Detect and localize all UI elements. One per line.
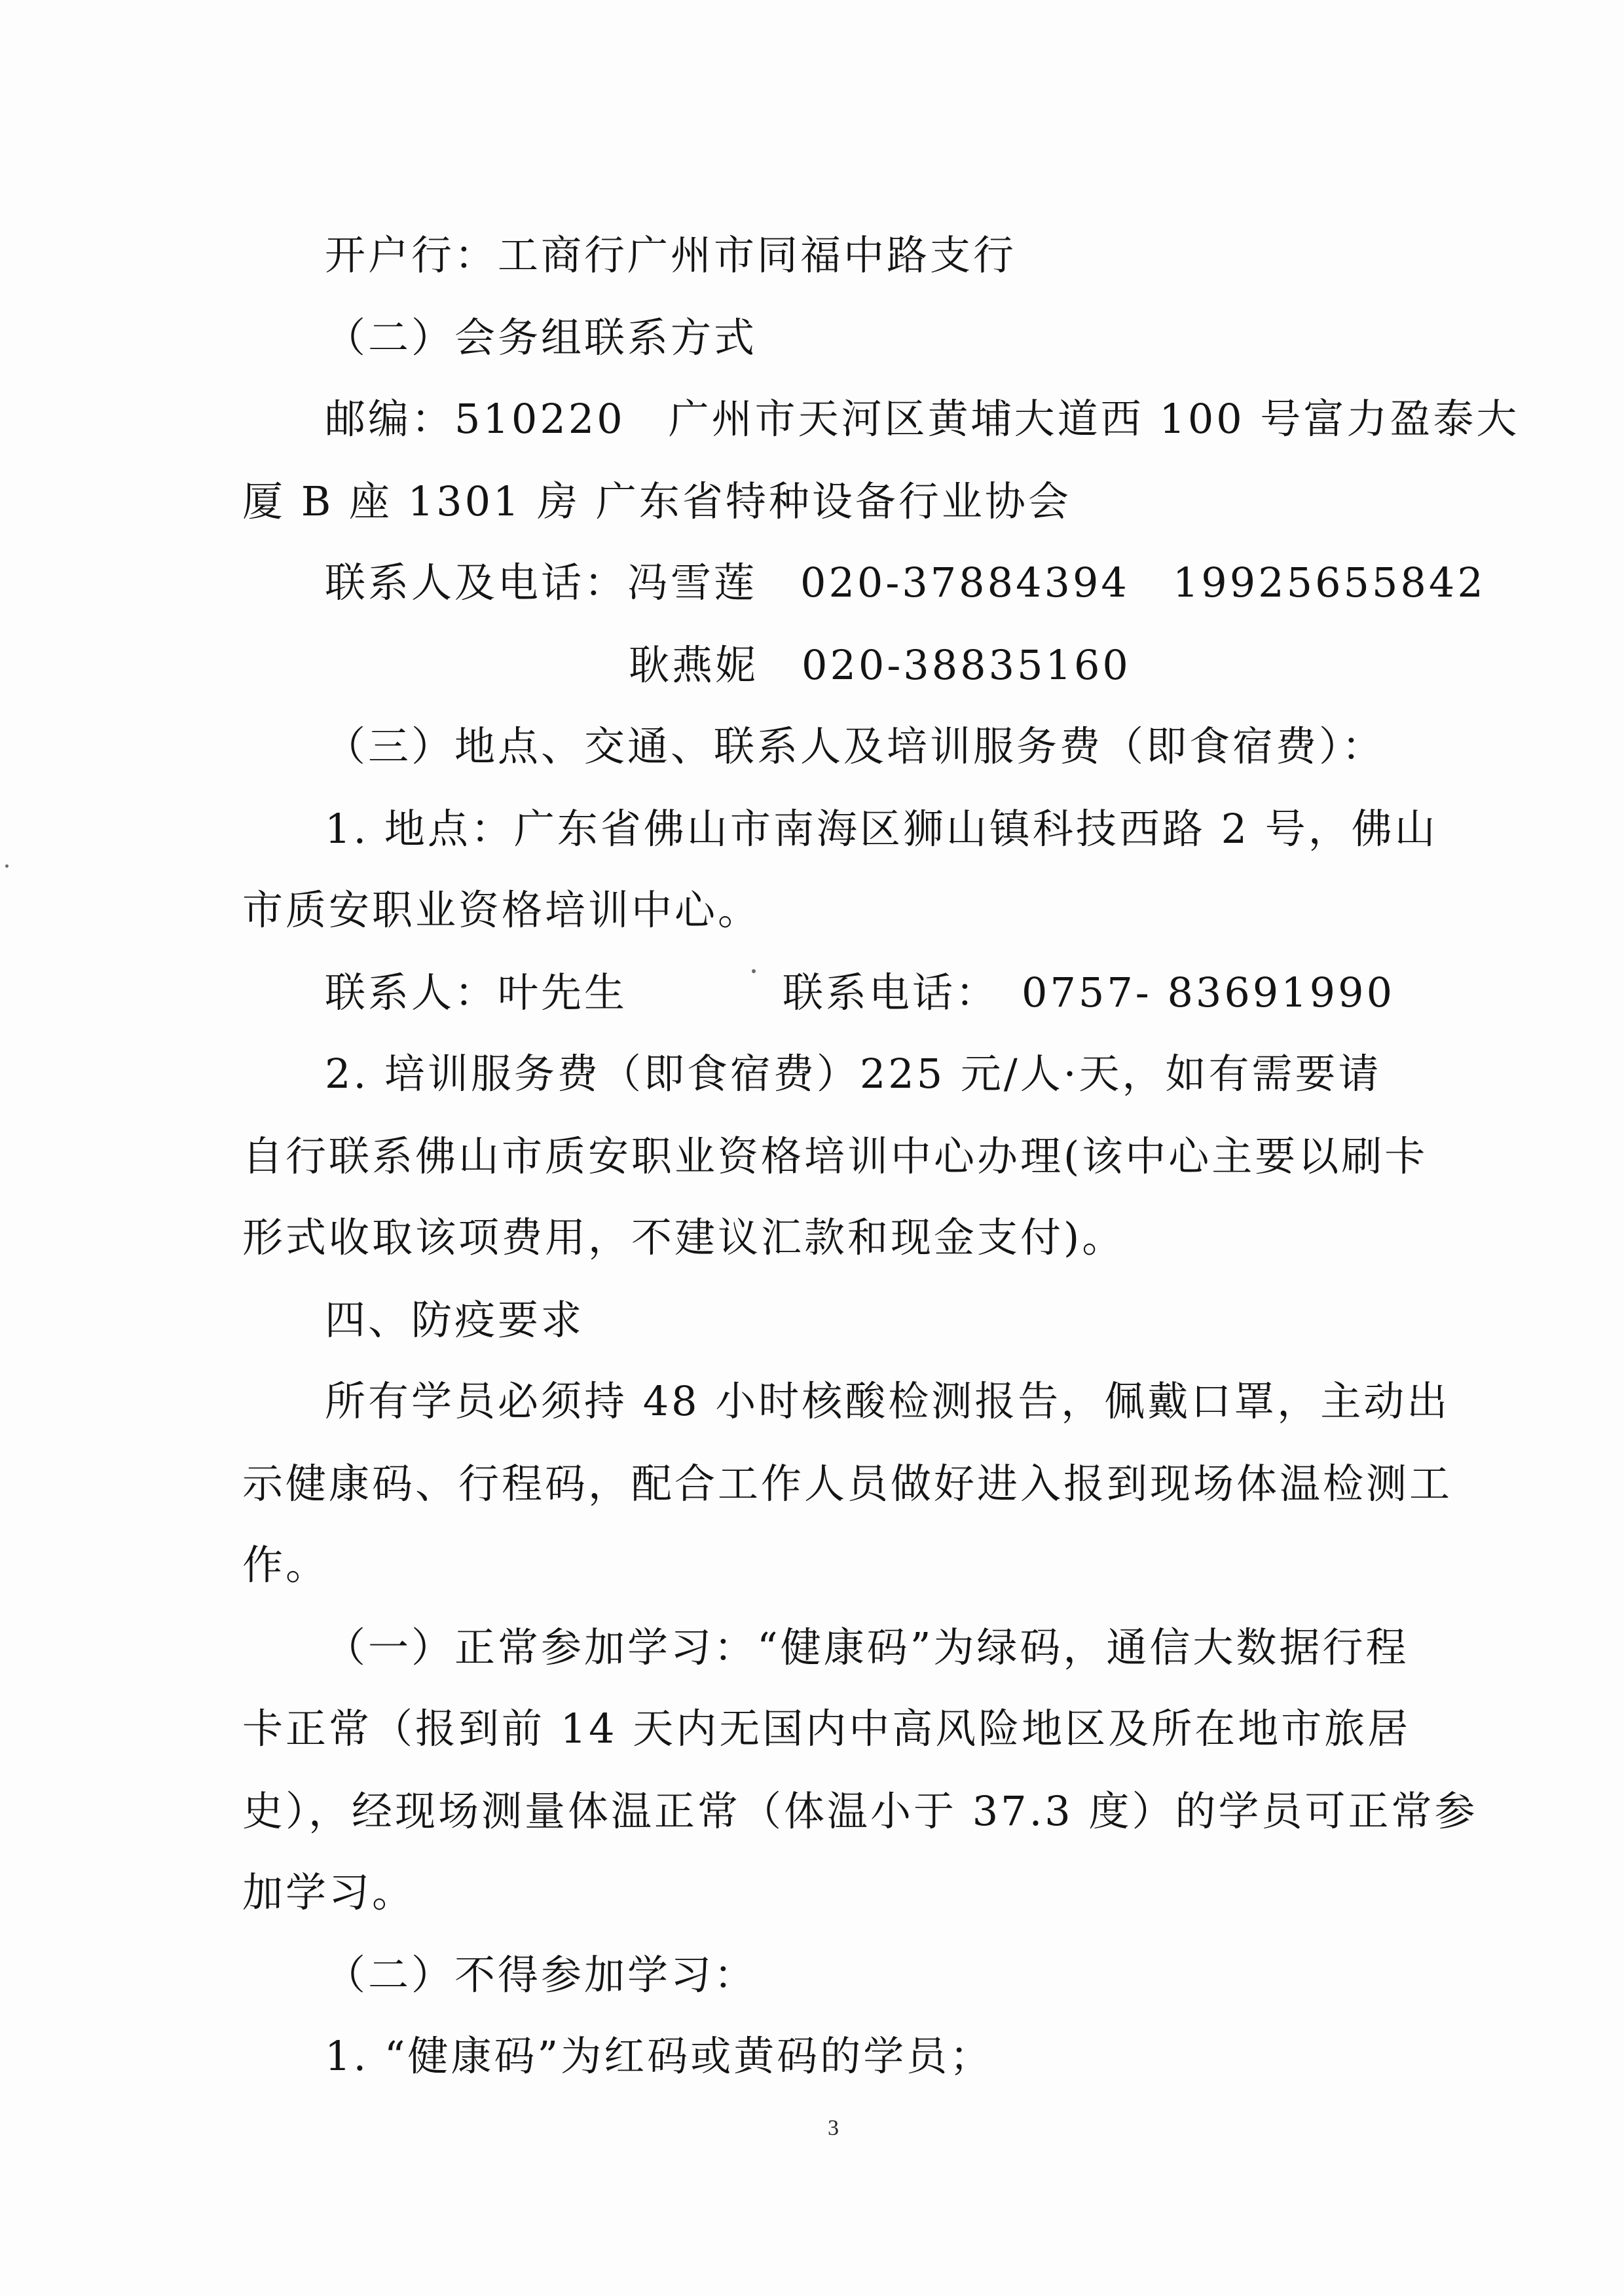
- scan-speck: [5, 864, 9, 868]
- normal-line-1: （一）正常参加学习：“健康码”为绿码，通信大数据行程: [325, 1623, 1409, 1671]
- venue-line-1: 1. 地点：广东省佛山市南海区狮山镇科技西路 2 号，佛山: [325, 805, 1438, 853]
- fee-line-2: 自行联系佛山市质安职业资格培训中心办理(该中心主要以刷卡: [242, 1132, 1428, 1180]
- fee-line-1: 2. 培训服务费（即食宿费）225 元/人·天，如有需要请: [325, 1050, 1382, 1098]
- normal-line-2: 卡正常（报到前 14 天内无国内中高风险地区及所在地市旅居: [242, 1705, 1411, 1752]
- address-line-2: 厦 B 座 1301 房 广东省特种设备行业协会: [242, 477, 1071, 525]
- contact-line-2: 耿燕妮 020-38835160: [629, 641, 1131, 689]
- epidemic-line-1: 所有学员必须持 48 小时核酸检测报告，佩戴口罩，主动出: [325, 1377, 1450, 1425]
- address-line-1: 邮编：510220 广州市天河区黄埔大道西 100 号富力盈泰大: [325, 395, 1520, 443]
- epidemic-line-3: 作。: [242, 1541, 329, 1589]
- scan-speck: [752, 969, 756, 973]
- venue-line-2: 市质安职业资格培训中心。: [242, 886, 762, 934]
- epidemic-line-2: 示健康码、行程码，配合工作人员做好进入报到现场体温检测工: [242, 1460, 1453, 1508]
- fee-line-3: 形式收取该项费用，不建议汇款和现金支付)。: [242, 1213, 1126, 1261]
- contact-line-1: 联系人及电话：冯雪莲 020-37884394 19925655842: [325, 559, 1486, 606]
- normal-line-3: 史），经现场测量体温正常（体温小于 37.3 度）的学员可正常参: [242, 1787, 1478, 1835]
- venue-contact-person: 联系人：叶先生: [325, 969, 628, 1016]
- not-allowed-item-1: 1. “健康码”为红码或黄码的学员；: [325, 2032, 993, 2080]
- page-number: 3: [828, 2116, 839, 2140]
- bank-line: 开户行：工商行广州市同福中路支行: [325, 231, 1017, 279]
- venue-contact-phone: 联系电话： 0757- 83691990: [783, 969, 1395, 1016]
- section-contact-title: （二）会务组联系方式: [325, 314, 758, 361]
- not-allowed-title: （二）不得参加学习：: [325, 1951, 758, 1999]
- section-venue-title: （三）地点、交通、联系人及培训服务费（即食宿费）：: [325, 722, 1386, 770]
- section-epidemic-title: 四、防疫要求: [325, 1296, 585, 1344]
- normal-line-4: 加学习。: [242, 1868, 416, 1916]
